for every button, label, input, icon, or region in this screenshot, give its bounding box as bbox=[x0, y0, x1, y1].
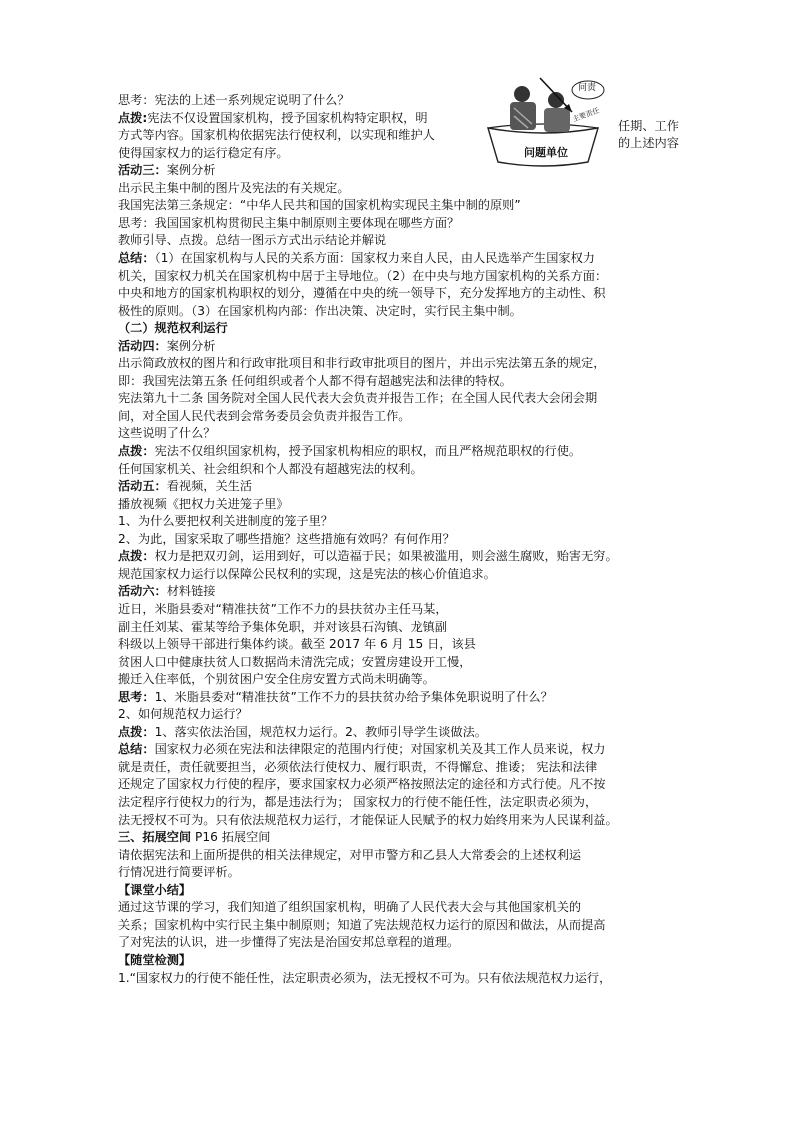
line-text: 了对宪法的认识，进一步懂得了宪法是治国安邦总章程的道理。 bbox=[118, 935, 460, 950]
line-text: 我国宪法第三条规定：“中华人民共和国的国家机构实现民主集中制的原则” bbox=[118, 198, 521, 213]
text-line bbox=[118, 215, 459, 232]
bold-label: 活动五： bbox=[118, 479, 167, 494]
line-text: 2、如何规范权力运行？ bbox=[118, 707, 248, 722]
line-text: 出示民主集中制的图片及宪法的有关规定。 bbox=[118, 180, 350, 195]
bold-label: （二）规范权利运行 bbox=[118, 321, 228, 336]
line-text: 极性的原则。（3）在国家机构内部：作出决策、决定时，实行民主集中制。 bbox=[118, 303, 522, 318]
text-line bbox=[118, 759, 597, 776]
line-text: 关系；国家机构中实行民主集中制原则；知道了宪法规范权力运行的原因和做法，从而提高 bbox=[118, 917, 606, 932]
text-line bbox=[118, 794, 597, 811]
line-text: 宪法第九十二条 国务院对全国人民代表大会负责并报告工作；在全国人民代表大会闭会期 bbox=[118, 391, 598, 406]
line-text: 播放视频《把权力关进笼子里》 bbox=[118, 496, 289, 511]
bold-label: 三、拓展空间 bbox=[118, 830, 192, 845]
text-line bbox=[118, 92, 350, 109]
text-line bbox=[118, 373, 512, 390]
text-line bbox=[118, 847, 581, 864]
bold-label: 点拨： bbox=[118, 724, 155, 739]
text-line bbox=[118, 250, 595, 267]
line-text: 行情况进行简要评析。 bbox=[118, 865, 240, 880]
text-line bbox=[118, 180, 350, 197]
bold-label: 活动六： bbox=[118, 584, 167, 599]
line-text: 就是责任，责任就要担当，必须依法行使权力、履行职责，不得懈怠、推诿； 宪法和法律 bbox=[118, 759, 598, 774]
bold-label: 活动三： bbox=[118, 163, 167, 178]
cartoon-pot-label: 问题单位 bbox=[524, 146, 568, 159]
text-line bbox=[118, 899, 581, 916]
text-line bbox=[118, 461, 423, 478]
text-line bbox=[118, 285, 606, 302]
text-line bbox=[118, 478, 252, 495]
line-text: 贫困人口中健康扶贫人口数据尚未清洗完成；安置房建设开工慢， bbox=[118, 654, 472, 669]
text-line bbox=[118, 741, 606, 758]
text-line bbox=[118, 654, 471, 671]
text-line bbox=[118, 303, 522, 320]
line-text: 宪法不仅组织国家机构，授予国家机构相应的职权，而且严格规范职权的行使。 bbox=[154, 444, 582, 458]
line-text: 思考：宪法的上述一系列规定说明了什么？ bbox=[118, 93, 350, 107]
text-line bbox=[118, 619, 447, 636]
text-line bbox=[118, 671, 435, 688]
line-text: P16 拓展空间 bbox=[191, 830, 271, 845]
line-text: 国家权力必须在宪法和法律限定的范围内行使；对国家机关及其工作人员来说，权力 bbox=[154, 742, 606, 757]
line-text: 案例分析 bbox=[166, 338, 216, 353]
line-text: 法无授权不可为。只有依法规范权力运行，才能保证人民赋予的权力始终用来为人民谋利益。 bbox=[118, 812, 618, 827]
line-text: 机关，国家权力机关在国家机构中居于主导地位。（2）在中央与地方国家机构的关系方面： bbox=[118, 268, 608, 283]
line-text: 规范国家权力运行以保障公民权利的实现，这是宪法的核心价值追求。 bbox=[118, 566, 496, 581]
text-line bbox=[118, 776, 606, 793]
text-line bbox=[118, 724, 487, 741]
text-line bbox=[118, 425, 216, 442]
line-text: 科级以上领导干部进行集体约谈。截至 2017 年 6 月 15 日，该县 bbox=[118, 637, 476, 652]
line-text: 2、为此，国家采取了哪些措施？这些措施有效吗？有何作用？ bbox=[118, 531, 455, 546]
line-text: 法定程序行使权力的行为，都是违法行为； 国家权力的行使不能任性，法定职责必须为， bbox=[118, 795, 598, 809]
bold-label: 【随堂检测】 bbox=[118, 952, 192, 967]
text-line bbox=[118, 952, 191, 969]
text-line bbox=[118, 934, 459, 951]
text-line bbox=[118, 408, 411, 425]
bold-label: 总结： bbox=[118, 742, 155, 757]
text-line bbox=[118, 268, 607, 285]
text-line bbox=[118, 355, 606, 372]
line-text: 搬迁入住率低，个别贫困户安全住房安置方式尚未明确等。 bbox=[118, 672, 435, 687]
line-text: 1、米脂县委对“精准扶贫”工作不力的县扶贫办给予集体免职说明了什么？ bbox=[154, 689, 553, 704]
line-text: 材料链接 bbox=[166, 584, 216, 599]
text-line bbox=[118, 513, 333, 530]
text-line bbox=[118, 566, 496, 583]
text-line bbox=[118, 829, 270, 846]
line2-tail: 任期、工作 bbox=[618, 119, 679, 133]
line-text: 副主任刘某、霍某等给予集体免职，并对该县石沟镇、龙镇副 bbox=[118, 619, 448, 634]
text-line bbox=[118, 970, 611, 987]
line-text: 1.“国家权力的行使不能任性，法定职责必须为，法无授权不可为。只有依法规范权力运行， bbox=[118, 970, 612, 985]
line-text: 权力是把双刃剑，运用到好，可以造福于民；如果被滥用，则会滋生腐败，贻害无穷。 bbox=[154, 549, 618, 564]
text-line bbox=[118, 390, 597, 407]
line-text: 使得国家权力的运行稳定有序。 bbox=[118, 145, 289, 160]
bold-label: 思考： bbox=[118, 689, 155, 704]
line-text: 通过这节课的学习，我们知道了组织国家机构，明确了人民代表大会与其他国家机关的 bbox=[118, 900, 582, 915]
text-line bbox=[118, 162, 216, 179]
text-line bbox=[118, 917, 606, 934]
line-text: 1、落实依法治国，规范权力运行。2、教师引导学生谈做法。 bbox=[154, 724, 487, 739]
text-line bbox=[118, 583, 216, 600]
line-text: 1、为什么要把权利关进制度的笼子里？ bbox=[118, 514, 333, 529]
cartoon-bubble-text: 问责 bbox=[578, 83, 597, 93]
line-text: 宪法不仅设置国家机构，授予国家机构特定职权，明 bbox=[147, 110, 428, 125]
bold-label: 点拨： bbox=[118, 444, 155, 458]
cartoon-illustration bbox=[480, 72, 606, 172]
line-text: 近日，米脂县委对“精准扶贫”工作不力的县扶贫办主任马某， bbox=[118, 601, 448, 616]
text-line bbox=[118, 689, 553, 706]
line-text: 教师引导、点拨。总结一图示方式出示结论并解说 bbox=[118, 233, 387, 248]
text-line bbox=[118, 197, 521, 214]
text-line bbox=[118, 706, 248, 723]
bold-label: 点拨： bbox=[118, 549, 155, 564]
text-line bbox=[118, 443, 581, 460]
text-line bbox=[118, 338, 216, 355]
text-line bbox=[118, 601, 448, 618]
line-text: 这些说明了什么？ bbox=[118, 426, 216, 441]
text-line bbox=[118, 812, 618, 829]
text-line bbox=[118, 548, 618, 565]
line-text: 还规定了国家权力行使的程序，要求国家权力必须严格按照法定的途径和方式行使。凡不按 bbox=[118, 777, 606, 792]
line-text: 出示简政放权的图片和行政审批项目和非行政审批项目的图片，并出示宪法第五条的规定， bbox=[118, 356, 606, 371]
line-text: 中央和地方的国家机构职权的划分，遵循在中央的统一领导下，充分发挥地方的主动性、积 bbox=[118, 286, 606, 301]
line-text: （1）在国家机构与人民的关系方面：国家权力来自人民，由人民选举产生国家权力 bbox=[154, 250, 595, 265]
line-text: 方式等内容。国家机构依据宪法行使权利，以实现和维护人 bbox=[118, 128, 435, 143]
line-text: 看视频，关生活 bbox=[166, 479, 253, 494]
bold-label: 活动四： bbox=[118, 338, 167, 353]
text-line bbox=[118, 864, 240, 881]
text-line bbox=[118, 110, 428, 127]
bold-label: 点拨: bbox=[118, 110, 148, 125]
line-text: 请依据宪法和上面所提供的相关法律规定，对甲市警方和乙县人大常委会的上述权利运 bbox=[118, 847, 582, 862]
text-line bbox=[118, 127, 435, 144]
line-text: 案例分析 bbox=[166, 163, 216, 178]
bold-label: 总结： bbox=[118, 250, 155, 265]
text-line bbox=[118, 320, 228, 337]
text-line bbox=[118, 531, 455, 548]
text-line bbox=[118, 636, 476, 653]
line-text: 思考：我国国家机构贯彻民主集中制原则主要体现在哪些方面？ bbox=[118, 215, 460, 230]
line-text: 即：我国宪法第五条 任何组织或者个人都不得有超越宪法和法律的特权。 bbox=[118, 373, 512, 388]
line-text: 间，对全国人民代表到会常务委员会负责并报告工作。 bbox=[118, 408, 411, 423]
cartoon-arrow-text: 主要责任 bbox=[571, 106, 601, 124]
line-text: 任何国家机关、社会组织和个人都没有超越宪法的权利。 bbox=[118, 461, 423, 476]
text-line bbox=[118, 145, 289, 162]
text-line bbox=[118, 232, 386, 249]
line3-tail: 的上述内容 bbox=[618, 136, 679, 150]
bold-label: 【课堂小结】 bbox=[118, 882, 192, 897]
text-line bbox=[118, 882, 191, 899]
text-line bbox=[118, 496, 289, 513]
